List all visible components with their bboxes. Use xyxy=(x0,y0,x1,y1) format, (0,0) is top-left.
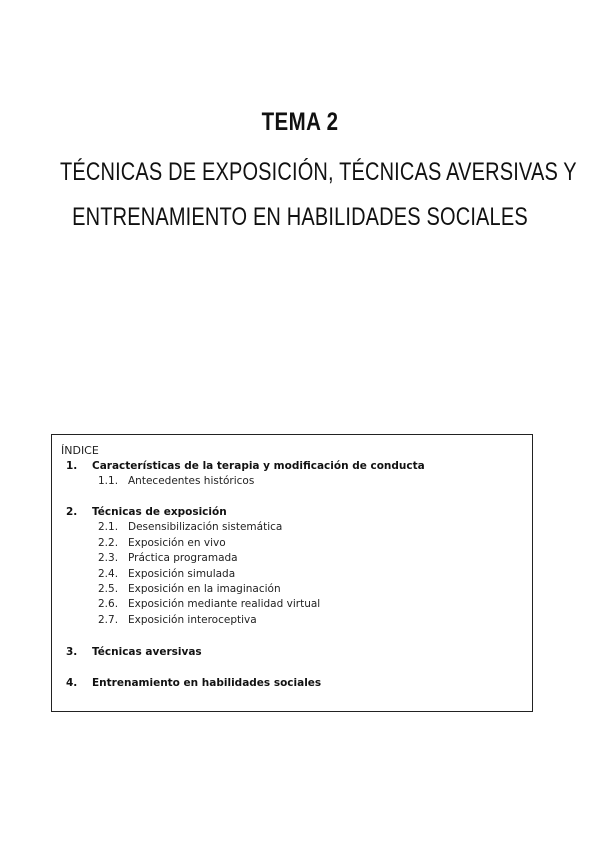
chapter-subtitle-line-1: TÉCNICAS DE EXPOSICIÓN, TÉCNICAS AVERSIVAS Y xyxy=(60,158,577,186)
toc-section-number: 4. xyxy=(66,677,78,689)
toc-subsection-label: Práctica programada xyxy=(128,552,238,564)
toc-subsection-number: 2.3. xyxy=(98,552,119,564)
toc-section-label: Técnicas aversivas xyxy=(92,646,202,658)
toc-subsection-label: Exposición interoceptiva xyxy=(128,614,257,626)
toc-subsection-number: 2.5. xyxy=(98,583,119,595)
toc-subsection-label: Exposición en la imaginación xyxy=(128,583,281,595)
toc-section-number: 2. xyxy=(66,506,78,518)
toc-subsection-label: Antecedentes históricos xyxy=(128,475,255,487)
toc-section-number: 3. xyxy=(66,646,78,658)
toc-section-label: Entrenamiento en habilidades sociales xyxy=(92,677,322,689)
toc-subsection-label: Exposición mediante realidad virtual xyxy=(128,598,321,610)
toc-subsection-number: 2.1. xyxy=(98,521,119,533)
toc-section-number: 1. xyxy=(66,460,78,472)
toc-heading: ÍNDICE xyxy=(61,444,99,457)
toc-subsection-number: 2.2. xyxy=(98,537,119,549)
toc-subsection-label: Desensibilización sistemática xyxy=(128,521,283,533)
toc-subsection-number: 2.7. xyxy=(98,614,119,626)
toc-subsection-number: 1.1. xyxy=(98,475,119,487)
toc-section-label: Técnicas de exposición xyxy=(92,506,227,518)
toc-section-label: Características de la terapia y modificación de conducta xyxy=(92,460,425,472)
toc-subsection-number: 2.6. xyxy=(98,598,119,610)
toc-subsection-label: Exposición en vivo xyxy=(128,537,226,549)
chapter-subtitle-line-2: ENTRENAMIENTO EN HABILIDADES SOCIALES xyxy=(72,203,528,231)
toc-subsection-number: 2.4. xyxy=(98,568,119,580)
chapter-title: TEMA 2 xyxy=(261,108,339,136)
toc-subsection-label: Exposición simulada xyxy=(128,568,236,580)
table-of-contents xyxy=(51,434,533,712)
